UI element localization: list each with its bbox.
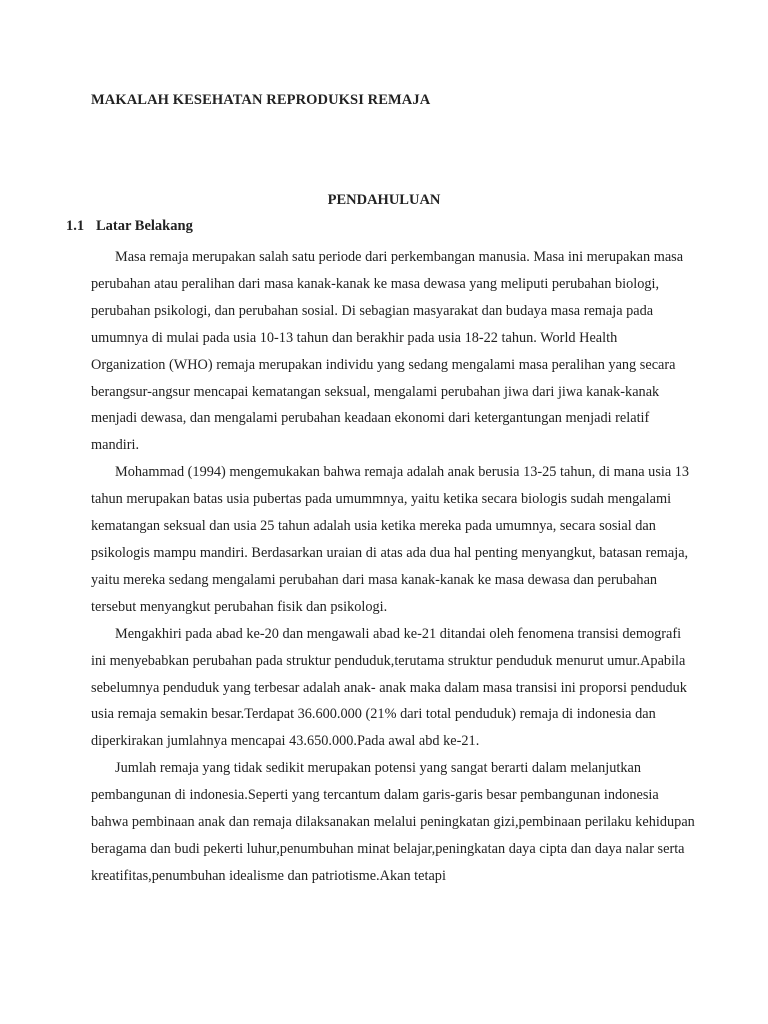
subsection-heading xyxy=(66,218,193,235)
subsection-title: Latar Belakang xyxy=(96,218,193,234)
paragraph-3: Mengakhiri pada abad ke-20 dan mengawali abad ke-21 ditandai oleh fenomena transisi demografi ini menyebabkan perubahan pada struktur penduduk,terutama struktur penduduk menurut umur.Apabila sebelumnya penduduk yang terbesar adalah anak- anak maka dalam masa transisi ini proporsi penduduk usia remaja semakin besar.Terdapat 36.600.000 (21% dari total penduduk) remaja di indonesia dan diperkirakan jumlahnya mencapai 43.650.000.Pada awal abd ke-21. xyxy=(91,625,687,750)
paragraph-4: Jumlah remaja yang tidak sedikit merupakan potensi yang sangat berarti dalam melanjutkan pembangunan di indonesia.Seperti yang tercantum dalam garis-garis besar pembangunan indonesia bahwa pembinaan anak dan remaja dilaksanakan melalui peningkatan gizi,pembinaan perilaku kehidupan beragama dan budi pekerti luhur,penumbuhan minat belajar,peningkatan daya cipta dan daya nalar serta kreatifitas,penumbuhan idealisme dan patriotisme.Akan tetapi xyxy=(91,760,695,884)
paragraph-1: Masa remaja merupakan salah satu periode dari perkembangan manusia. Masa ini merupakan masa perubahan atau peralihan dari masa kanak-kanak ke masa dewasa yang meliputi perubahan biologi, perubahan psikologi, dan perubahan sosial. Di sebagian masyarakat dan budaya masa remaja pada umumnya di mulai pada usia 10-13 tahun dan berakhir pada usia 18-22 tahun. World Health Organization (WHO) remaja merupakan individu yang sedang mengalami masa peralihan yang secara berangsur-angsur mencapai kematangan seksual, mengalami perubahan jiwa dari jiwa kanak-kanak menjadi dewasa, dan mengalami perubahan keadaan ekonomi dari ketergantungan menjadi relatif mandiri. xyxy=(91,249,684,454)
subsection-number: 1.1 xyxy=(66,218,85,234)
section-heading xyxy=(0,192,768,209)
document-title: MAKALAH KESEHATAN REPRODUKSI REMAJA xyxy=(91,92,431,108)
body-text xyxy=(91,244,695,890)
section-heading-text: PENDAHULUAN xyxy=(327,192,441,208)
paragraph-2: Mohammad (1994) mengemukakan bahwa remaja adalah anak berusia 13-25 tahun, di mana usia 13 tahun merupakan batas usia pubertas pada umummnya, yaitu ketika secara biologis sudah mengalami kematangan seksual dan usia 25 tahun adalah usia ketika mereka pada umumnya, secara sosial dan psikologis mampu mandiri. Berdasarkan uraian di atas ada dua hal penting menyangkut, batasan remaja, yaitu mereka sedang mengalami perubahan dari masa kanak-kanak ke masa dewasa dan perubahan tersebut menyangkut perubahan fisik dan psikologi. xyxy=(91,464,690,615)
